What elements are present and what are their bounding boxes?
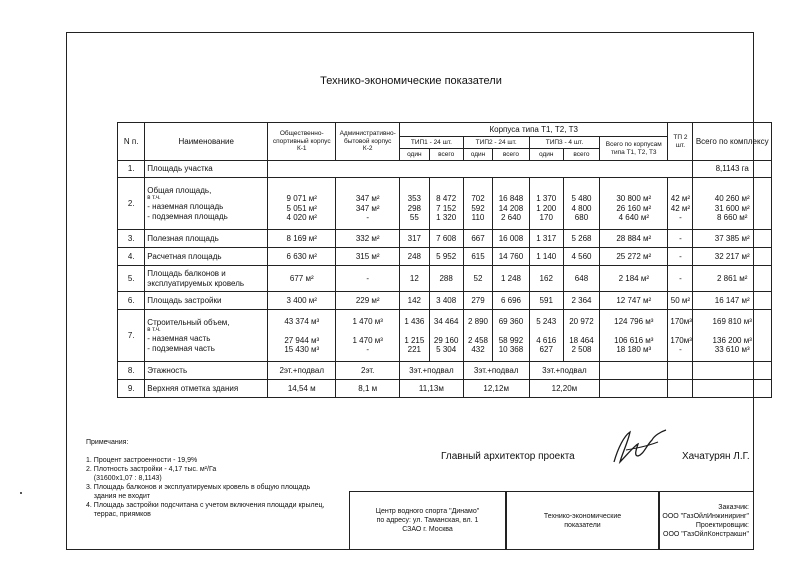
cell-k1: 677 м² [268,266,336,292]
cell-t1-one: 353 298 55 [400,178,430,230]
cell-t1-one: 142 [400,292,430,310]
col-header-tip1: ТИП1 - 24 шт. [400,137,464,149]
col-header-tip3: ТИП3 - 4 шт. [529,137,600,149]
col-header-tip2: ТИП2 - 24 шт. [463,137,529,149]
row-num: 2. [118,178,145,230]
row-num: 8. [118,362,145,380]
cell-t2-all: 69 360 58 992 10 368 [493,310,529,362]
cell-t1-all: 3 408 [429,292,463,310]
cell-t1-one: 12 [400,266,430,292]
cell-k2: 332 м² [336,230,400,248]
cell-t2: 3эт.+подвал [463,362,529,380]
cell-t3-one: 162 [529,266,563,292]
scan-dot [20,492,22,494]
row-name: Площадь застройки [145,292,268,310]
table-row [118,310,772,362]
row-total: 32 217 м² [693,248,772,266]
col-header-total-types: Всего по корпусам типа Т1, Т2, Т3 [600,137,668,161]
cell-t1: 3эт.+подвал [400,362,464,380]
cell-t3-one: 1 140 [529,248,563,266]
cell-total-types: 28 884 м² [600,230,668,248]
cell-t1: 11,13м [400,380,464,398]
cell-t2-one: 2 890 2 458 432 [463,310,493,362]
table-row [118,161,772,178]
row-num: 4. [118,248,145,266]
col-header-one: один [400,149,430,161]
row-name: Верхняя отметка здания [145,380,268,398]
cell-t2-one: 702 592 110 [463,178,493,230]
cell-k1: 14,54 м [268,380,336,398]
row-num: 7. [118,310,145,362]
cell-t2-all: 6 696 [493,292,529,310]
row-num: 9. [118,380,145,398]
row-total: 2 861 м² [693,266,772,292]
page-title: Технико-экономические показатели [320,75,502,87]
cell-t2-all: 1 248 [493,266,529,292]
col-header-tp: ТП 2 шт. [668,123,693,161]
cell-t2-one: 52 [463,266,493,292]
cell-t3-all: 4 560 [563,248,599,266]
cell-k2: 8,1 м [336,380,400,398]
row-total [693,362,772,380]
cell-t1-all: 7 608 [429,230,463,248]
col-header-all: всего [493,149,529,161]
cell-t3-one: 1 370 1 200 170 [529,178,563,230]
stamp-customer: Заказчик: ООО "ГазОйлИнжиниринг" Проектировщик: ООО "ГазОйлКонстракшн" [659,491,754,550]
cell-total-types [600,362,668,380]
chief-architect-name: Хачатурян Л.Г. [682,451,750,462]
col-header-all: всего [429,149,463,161]
cell-k1: 8 169 м² [268,230,336,248]
cell-tp: - [668,248,693,266]
cell-total-types [600,380,668,398]
col-header-k2: Административно-бытовой корпус К-2 [336,123,400,161]
col-header-one: один [463,149,493,161]
row-num: 1. [118,161,145,178]
cell-total-types: 30 800 м² 26 160 м² 4 640 м² [600,178,668,230]
col-header-num: N п. [118,123,145,161]
cell-t3-one: 1 317 [529,230,563,248]
row-total: 40 260 м² 31 600 м² 8 660 м² [693,178,772,230]
cell-k1: 43 374 м³ 27 944 м³ 15 430 м³ [268,310,336,362]
cell-t2-one: 615 [463,248,493,266]
cell-t1-all: 8 472 7 152 1 320 [429,178,463,230]
row-name: Расчетная площадь [145,248,268,266]
cell-k1: 9 071 м² 5 051 м² 4 020 м² [268,178,336,230]
signature-image [608,428,670,466]
table-row [118,266,772,292]
cell-total-types: 124 796 м³ 106 616 м³ 18 180 м³ [600,310,668,362]
row-total [693,380,772,398]
col-header-k1: Общественно-спортивный корпус К-1 [268,123,336,161]
cell-t3-one: 591 [529,292,563,310]
col-header-total: Всего по комплексу [693,123,772,161]
cell-t1-all: 5 952 [429,248,463,266]
cell-t2-all: 16 848 14 208 2 640 [493,178,529,230]
row-name: Этажность [145,362,268,380]
row-num: 3. [118,230,145,248]
cell-k2: 229 м² [336,292,400,310]
table-row [118,178,772,230]
table-row [118,248,772,266]
cell-t1-one: 317 [400,230,430,248]
cell-t1-one: 1 436 1 215 221 [400,310,430,362]
row-name: Общая площадь, в т.ч. - наземная площадь - подземная площадь [145,178,268,230]
cell-t3-all: 648 [563,266,599,292]
cell-k2: 315 м² [336,248,400,266]
row-name: Площадь балконов и эксплуатируемых кровель [145,266,268,292]
cell-total-types: 12 747 м² [600,292,668,310]
cell-t3-one: 5 243 4 616 627 [529,310,563,362]
cell-tp: - [668,230,693,248]
cell-tp: 42 м² 42 м² - [668,178,693,230]
cell-tp: - [668,266,693,292]
stamp-sheet-title: Технико-экономические показатели [506,491,659,550]
row-name: Полезная площадь [145,230,268,248]
cell-t2: 12,12м [463,380,529,398]
cell-total-types: 25 272 м² [600,248,668,266]
chief-architect-title: Главный архитектор проекта [441,451,575,462]
table-row [118,362,772,380]
row-num: 5. [118,266,145,292]
col-header-all: всего [563,149,599,161]
cell-k2: 1 470 м³ 1 470 м³ - [336,310,400,362]
row-total: 169 810 м³ 136 200 м³ 33 610 м³ [693,310,772,362]
cell-k2: 2эт. [336,362,400,380]
cell-t3: 3эт.+подвал [529,362,600,380]
row-total: 16 147 м² [693,292,772,310]
cell-t2-one: 667 [463,230,493,248]
cell-t2-all: 16 008 [493,230,529,248]
table-row [118,292,772,310]
cell-t2-one: 279 [463,292,493,310]
cell-tp [668,380,693,398]
col-header-group: Корпуса типа Т1, Т2, Т3 [400,123,668,137]
row-name: Площадь участка [145,161,268,178]
cell-k1: 2эт.+подвал [268,362,336,380]
cell-tp [668,362,693,380]
notes: Примечания: 1. Процент застроенности - 19,9% 2. Плотность застройки - 4,17 тыс. м²/Га (31600х1,07 : 8,1143) 3. Площадь балконов и эксплуатируемых кровель в общую площадь здания не входит 4. Площадь застройки подсчитана с учетом включения площади крылец, террас, приямков [86,439,325,518]
cell-tp: 50 м² [668,292,693,310]
cell-tp: 170м³ 170м³ - [668,310,693,362]
cell-t3-all: 5 268 [563,230,599,248]
cell-k1: 6 630 м² [268,248,336,266]
cell-t3-all: 5 480 4 800 680 [563,178,599,230]
row-name: Строительный объем, в т.ч. - наземная часть - подземная часть [145,310,268,362]
cell-t1-one: 248 [400,248,430,266]
stamp-object: Центр водного спорта "Динамо" по адресу: ул. Таманская, вл. 1 СЗАО г. Москва [349,491,506,550]
cell-k1: 3 400 м² [268,292,336,310]
table-row [118,230,772,248]
cell-t1-all: 288 [429,266,463,292]
col-header-name: Наименование [145,123,268,161]
tep-table [117,122,772,398]
cell-t1-all: 34 464 29 160 5 304 [429,310,463,362]
cell-total-types: 2 184 м² [600,266,668,292]
row-total: 37 385 м² [693,230,772,248]
row-num: 6. [118,292,145,310]
cell-t2-all: 14 760 [493,248,529,266]
cell-t3: 12,20м [529,380,600,398]
row-total: 8,1143 га [693,161,772,178]
col-header-one: один [529,149,563,161]
cell-t3-all: 2 364 [563,292,599,310]
cell-k2: - [336,266,400,292]
table-row [118,380,772,398]
cell-k2: 347 м² 347 м² - [336,178,400,230]
cell-t3-all: 20 972 18 464 2 508 [563,310,599,362]
